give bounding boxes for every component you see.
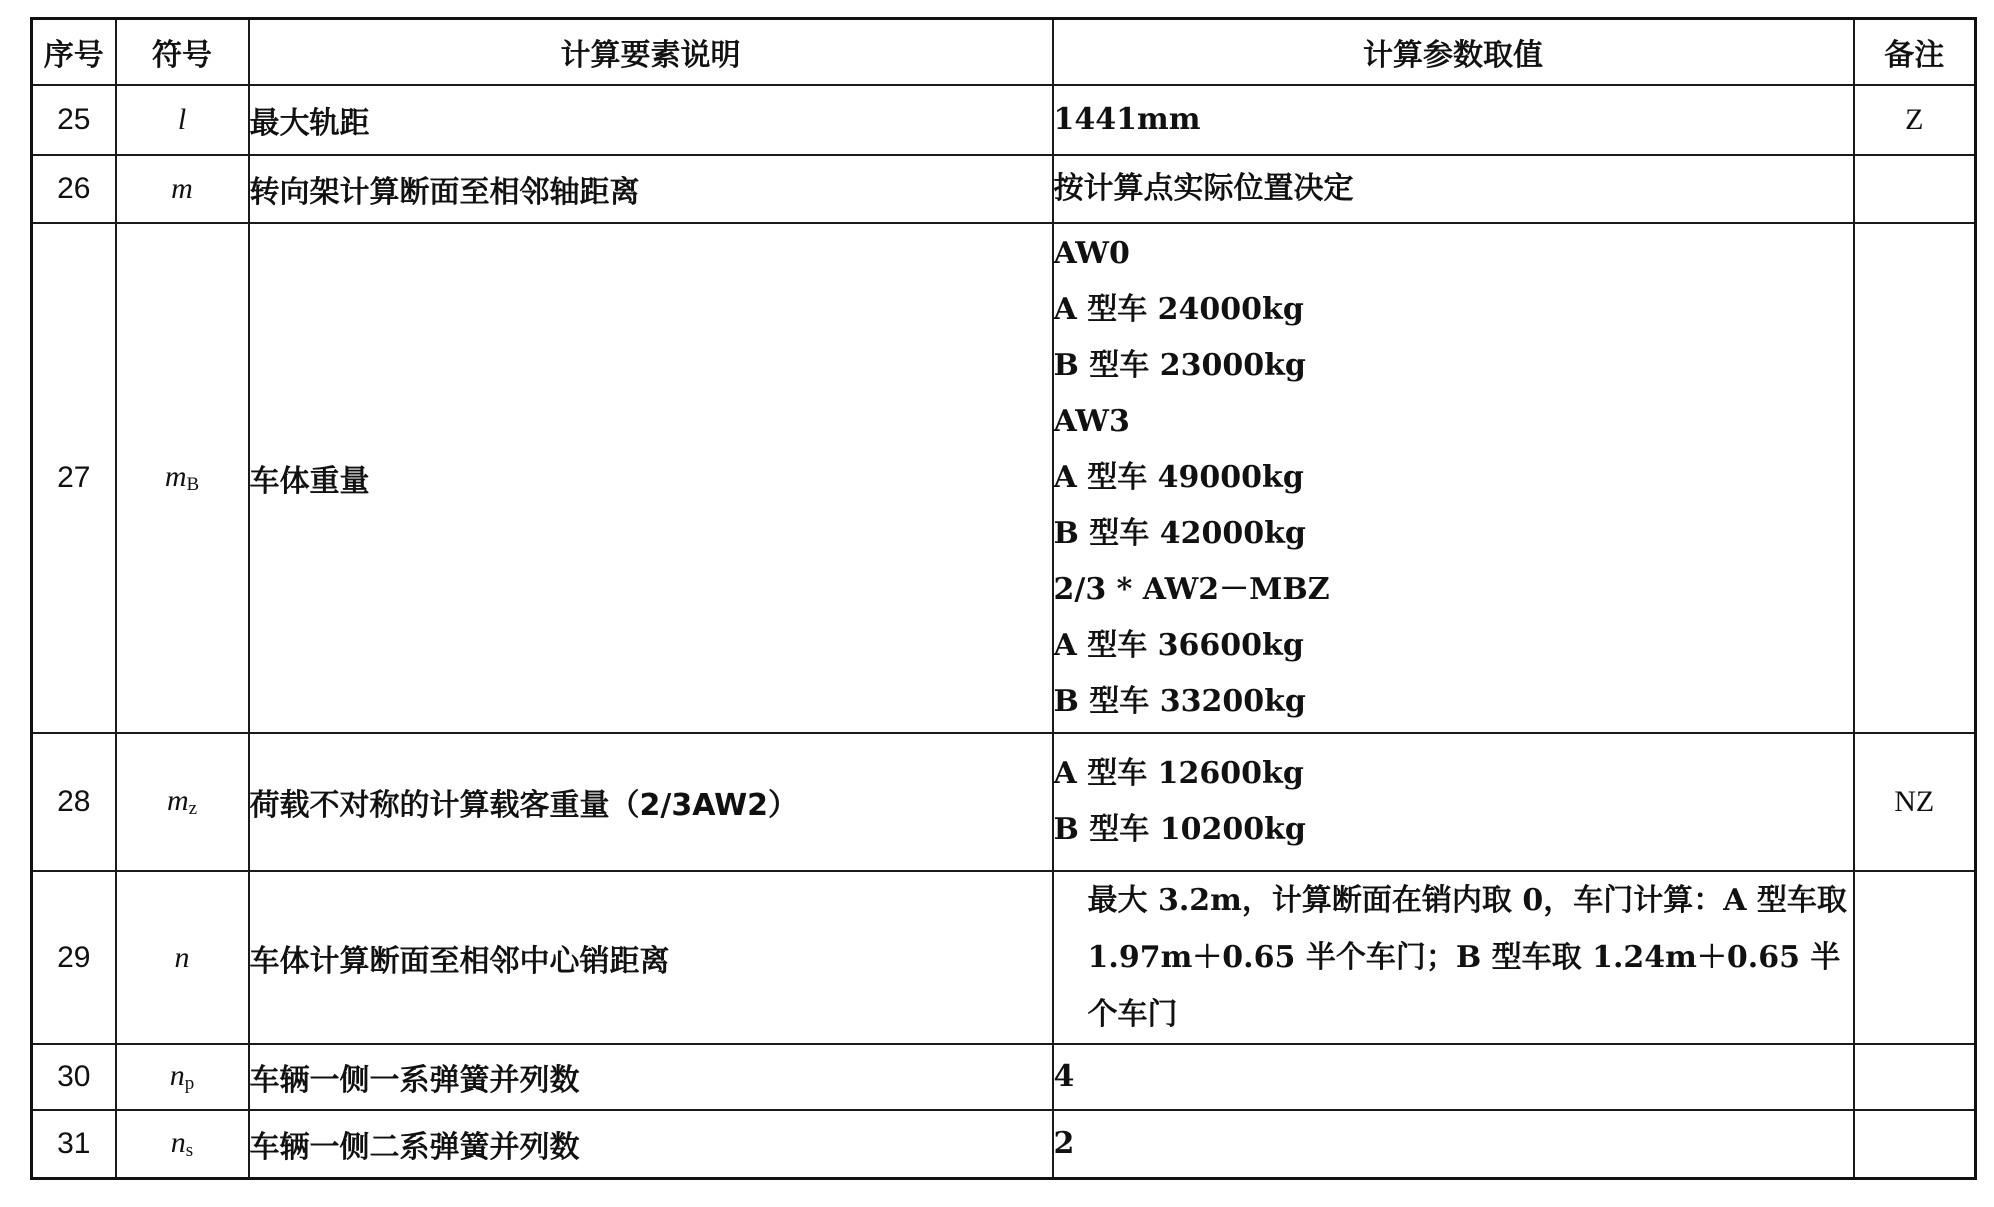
row-description: 车辆一侧二系弹簧并列数 xyxy=(249,1110,1053,1179)
row-symbol xyxy=(116,871,249,1044)
value-line: AW3 xyxy=(1053,404,1130,439)
row-symbol xyxy=(116,1044,249,1110)
row-no: 27 xyxy=(32,223,116,733)
value-line: B 型车 42000kg xyxy=(1053,516,1306,551)
value-line: A 型车 36600kg xyxy=(1053,628,1304,663)
value-line: B 型车 10200kg xyxy=(1053,812,1306,847)
row-value xyxy=(1053,733,1854,871)
header-value: 计算参数取值 xyxy=(1053,19,1854,86)
table-row xyxy=(32,155,1976,223)
table-header xyxy=(32,19,1976,86)
table-row xyxy=(32,85,1976,155)
table-row xyxy=(32,871,1976,1044)
row-value xyxy=(1053,85,1854,155)
row-symbol xyxy=(116,223,249,733)
row-symbol xyxy=(116,733,249,871)
value-line: A 型车 24000kg xyxy=(1053,292,1304,327)
row-note: NZ xyxy=(1854,733,1976,871)
value-line: 2 xyxy=(1053,1126,1075,1161)
value-line: A 型车 49000kg xyxy=(1053,460,1304,495)
symbol-base: l xyxy=(177,103,187,136)
row-note xyxy=(1854,1044,1976,1110)
row-value xyxy=(1053,223,1854,733)
row-no: 30 xyxy=(32,1044,116,1110)
value-line: AW0 xyxy=(1053,236,1130,271)
value-line: 4 xyxy=(1053,1059,1075,1094)
row-value xyxy=(1053,871,1854,1044)
header-description: 计算要素说明 xyxy=(249,19,1053,86)
value-line: B 型车 33200kg xyxy=(1053,684,1306,719)
row-note xyxy=(1854,1110,1976,1179)
symbol-base: n xyxy=(174,940,190,974)
value-line: 1441mm xyxy=(1053,102,1201,137)
row-description: 车体计算断面至相邻中心销距离 xyxy=(249,871,1053,1044)
value-line: 2/3 * AW2－MBZ xyxy=(1053,572,1330,607)
row-no: 29 xyxy=(32,871,116,1044)
symbol-base: m xyxy=(164,460,187,493)
symbol-base: m xyxy=(171,172,193,205)
symbol-subscript: s xyxy=(185,1140,194,1161)
row-value xyxy=(1053,1044,1854,1110)
symbol-subscript: z xyxy=(188,798,198,819)
row-description: 荷载不对称的计算载客重量（2/3AW2） xyxy=(249,733,1053,871)
row-value xyxy=(1053,155,1854,223)
row-symbol xyxy=(116,155,249,223)
value-line: 按计算点实际位置决定 xyxy=(1053,171,1354,206)
symbol-subscript: B xyxy=(186,474,200,495)
row-description: 转向架计算断面至相邻轴距离 xyxy=(249,155,1053,223)
row-note: Z xyxy=(1854,85,1976,155)
table-row xyxy=(32,1110,1976,1179)
header-no: 序号 xyxy=(32,19,116,86)
table-row xyxy=(32,223,1976,733)
table-row xyxy=(32,733,1976,871)
row-symbol xyxy=(116,85,249,155)
symbol-base: m xyxy=(166,784,189,817)
row-note xyxy=(1854,223,1976,733)
row-note xyxy=(1854,871,1976,1044)
row-value xyxy=(1053,1110,1854,1179)
symbol-base: n xyxy=(170,1126,186,1159)
header-note: 备注 xyxy=(1854,19,1976,86)
row-note xyxy=(1854,155,1976,223)
value-line: B 型车 23000kg xyxy=(1053,348,1306,383)
value-line: 最大 3.2m，计算断面在销内取 0，车门计算：A 型车取 1.97m＋0.65 半个车门；B 型车取 1.24m＋0.65 半个车门 xyxy=(1087,883,1847,1032)
row-no: 25 xyxy=(32,85,116,155)
row-description: 车辆一侧一系弹簧并列数 xyxy=(249,1044,1053,1110)
row-symbol xyxy=(116,1110,249,1179)
symbol-subscript: p xyxy=(184,1073,195,1094)
header-symbol: 符号 xyxy=(116,19,249,86)
parameter-table xyxy=(30,17,1977,1180)
row-no: 31 xyxy=(32,1110,116,1179)
row-description: 最大轨距 xyxy=(249,85,1053,155)
row-no: 28 xyxy=(32,733,116,871)
row-description: 车体重量 xyxy=(249,223,1053,733)
row-no: 26 xyxy=(32,155,116,223)
value-line: A 型车 12600kg xyxy=(1053,756,1304,791)
symbol-base: n xyxy=(169,1059,185,1092)
table-row xyxy=(32,1044,1976,1110)
